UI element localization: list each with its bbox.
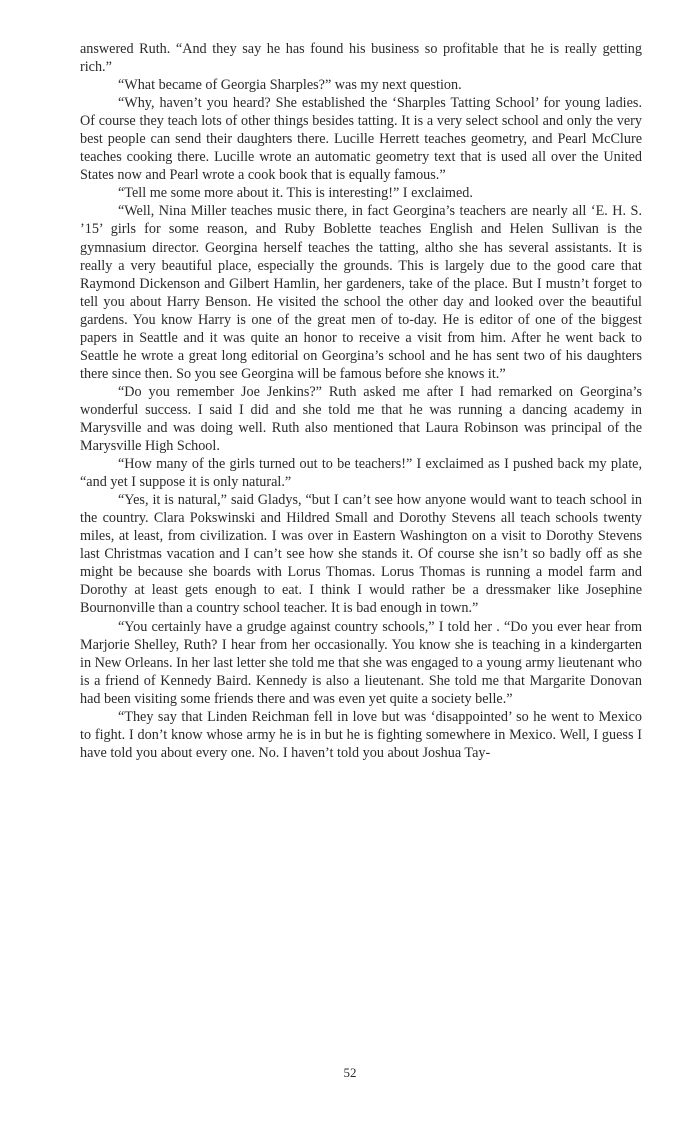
paragraph-1: answered Ruth. “And they say he has found his business so profitable that he is really getting rich.”	[80, 41, 642, 76]
paragraph-8: “Yes, it is natural,” said Gladys, “but I can’t see how anyone would want to teach school in the country. Clara Pokswinski and Hildred Small and Dorothy Stevens all teach schools twenty miles, at least, from civilization. I was over in Eastern Washington on a visit to Dorothy Stevens last Christmas vacation and I can’t see how she stands it. Of course she isn’t so badly off as she might be because she boards with Lorus Thomas. Lorus Thomas is running a model farm and Dorothy at least gets enough to eat. I think I would rather be a dressmaker like Josephine Bournonville than a country school teacher. It is bad enough in town.”	[80, 492, 642, 617]
page-number: 52	[343, 1065, 357, 1080]
paragraph-7: “How many of the girls turned out to be teachers!” I exclaimed as I pushed back my plate, “and yet I suppose it is only natural.”	[80, 456, 642, 491]
page-text	[80, 40, 642, 762]
paragraph-9: “You certainly have a grudge against country schools,” I told her . “Do you ever hear from Marjorie Shelley, Ruth? I hear from her occasionally. You know she is teaching in a kindergarten in New Orleans. In her last letter she told me that she was engaged to a young army lieutenant who is a friend of Kennedy Baird. Kennedy is also a lieutenant. She told me that Margarite Donovan had been visiting some friends there and was even yet quite a society belle.”	[80, 618, 642, 707]
paragraph-6: “Do you remember Joe Jenkins?” Ruth asked me after I had remarked on Georgina’s wonderful success. I said I did and she told me that he was running a dancing academy in Marysville and was doing well. Ruth also mentioned that Laura Robinson was principal of the Marysville High School.	[80, 383, 642, 455]
paragraph-4: “Tell me some more about it. This is interesting!” I exclaimed.	[118, 185, 473, 202]
paragraph-3: “Why, haven’t you heard? She established the ‘Sharples Tatting School’ for young ladies. Of course they teach lots of other things besides tatting. It is a very select school and only the very best people can send their daughters there. Lucille Herrett teaches geometry, and Pearl McClure teaches cooking there. Lucille wrote an automatic geometry text that is used all over the United States now and Pearl wrote a cook book that is equally famous.”	[80, 95, 642, 184]
paragraph-2: “What became of Georgia Sharples?” was my next question.	[118, 77, 462, 94]
paragraph-10: “They say that Linden Reichman fell in love but was ‘disappointed’ so he went to Mexico to fight. I don’t know whose army he is in but he is fighting somewhere in Mexico. Well, I guess I have told you about every one. No. I haven’t told you about Joshua Tay-	[80, 708, 642, 761]
paragraph-5: “Well, Nina Miller teaches music there, in fact Georgina’s teachers are nearly all ‘E. H. S. ’15’ girls for some reason, and Ruby Boblette teaches English and Helen Sullivan is the gymnasium director. Georgina herself teaches the tatting, altho she has several assistants. It is really a very beautiful place, especially the grounds. This is largely due to the good care that Raymond Dickenson and Gilbert Hamlin, her gardeners, take of the place. But I mustn’t forget to tell you about Harry Benson. He visited the school the other day and looked over the beautiful gardens. You know Harry is one of the great men of to-day. He is editor of one of the biggest papers in Seattle and it was quite an honor to receive a visit from him. After he went back to Seattle he wrote a great long editorial on Georgina’s school and he has sent two of his daughters there since then. So you see Georgina will be famous before she knows it.”	[80, 203, 642, 382]
